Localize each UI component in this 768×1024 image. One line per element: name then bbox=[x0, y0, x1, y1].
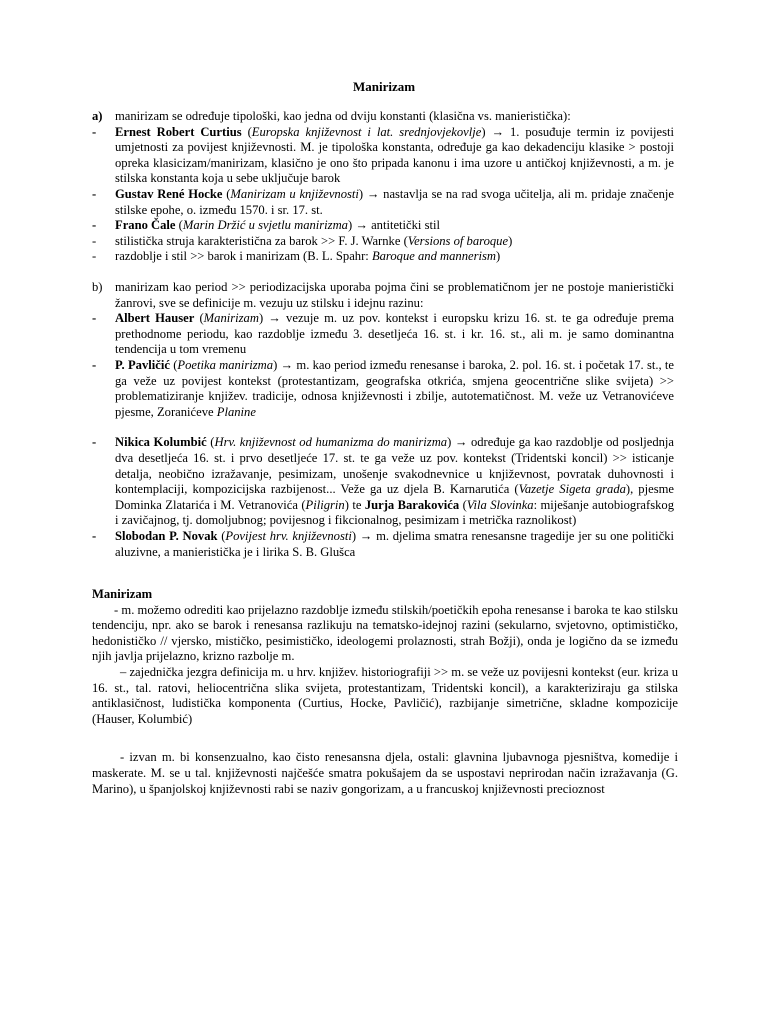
section-b-intro-text: manirizam kao period >> periodizacijska uporaba pojma čini se problematičnom jer ne postoje manieristički žanrovi, sve se definicije m. vezuju uz stilsku i idejnu razinu: bbox=[115, 280, 674, 310]
list-item: - Frano Čale (Marin Držić u svjetlu manirizma) → antitetički stil bbox=[92, 218, 440, 233]
work-title: Versions of baroque bbox=[407, 233, 509, 248]
work-title: Manirizam bbox=[203, 311, 259, 326]
list-item: - Gustav René Hocke (Manirizam u književnosti) → nastavlja se na rad svoga učitelja, ali m. pridaje značenje stilske epohe, o. između 1570. i sr. 17. st. bbox=[92, 186, 675, 217]
list-item: - Ernest Robert Curtius (Europska književnost i lat. srednjovjekovlje) → 1. posuđuje termin iz povijesti umjetnosti za povijest književnosti. M. je tipološka konstanta, određuje ga kao dekadenciju klasike > postoji opreka klasicizam/manirizam, klasično je ono što pripada kanonu i ima uzore u antičkoj književnosti, a m. je stilska konstanta koja u sebe uključuje barok bbox=[92, 124, 675, 186]
section-a bbox=[92, 109, 674, 265]
work-title: Piligrin bbox=[305, 497, 345, 512]
author-name: P. Pavličić bbox=[115, 357, 170, 372]
work-title: Manirizam u književnosti bbox=[230, 186, 359, 201]
section-a-marker: a) bbox=[92, 109, 103, 123]
section-b bbox=[92, 280, 674, 560]
work-title: Marin Držić u svjetlu manirizma bbox=[182, 218, 348, 233]
author-name: Gustav René Hocke bbox=[115, 186, 223, 201]
author-name: Frano Čale bbox=[115, 218, 176, 233]
section-a-intro-text: manirizam se određuje tipološki, kao jedna od dviju konstanti (klasična vs. manieristička): bbox=[115, 109, 571, 123]
work-title: Vazetje Sigeta grada bbox=[518, 482, 626, 497]
list-item: - Slobodan P. Novak (Povijest hrv. književnosti) → m. djelima smatra renesansne tragedije jer su one politički aluzivne, a manieristička je i lirika S. B. Glušca bbox=[92, 528, 674, 559]
work-title: Povijest hrv. književnosti bbox=[225, 528, 352, 543]
section-manirizam bbox=[92, 587, 678, 797]
list-item: - stilistička struja karakteristična za barok >> F. J. Warnke (Versions of baroque) bbox=[92, 233, 513, 248]
document-title: Manirizam bbox=[352, 79, 416, 94]
list-item: - P. Pavličić (Poetika manirizma) → m. kao period između renesanse i baroka, 2. pol. 16. st. i početak 17. st., te ga veže uz povijest kontekst (protestantizam, geografska otkrića, smjena geocentrične slike svijeta) >> problematiziranje književ. tradicije, odnosa književnosti i zbilje, autotematičnost. M. veže uz Vetranovićeve pjesme, Zoranićeve Planine bbox=[92, 357, 675, 419]
author-name: Albert Hauser bbox=[115, 311, 195, 326]
section-b-intro bbox=[92, 280, 674, 311]
work-title: Planine bbox=[216, 404, 256, 419]
list-item: - Nikica Kolumbić (Hrv. književnost od humanizma do manirizma) → određuje ga kao razdoblje od posljednja dva desetljeća 16. st. i prvo desetljeće 17. st. te ga veže uz pov. kontekst (Tridentski koncil) >> isticanje detalja, neobično izražavanje, pesimizam, unošenje svakodnevnice u književnost, povratak duhovnosti i kontemplaciji, kompozicijska razbijenost... Veže ga uz djela B. Karnarutića (Vazetje Sigeta grada), pjesme Dominka Zlatarića i M. Vetranovića (Piligrin) te Jurja Barakovića (Vila Slovinka: miješanje autobiografskog i zavičajnog, tj. domoljubnog; povijesnog i fikcionalnog, pesimizam i metrička raznolikost) bbox=[92, 435, 675, 528]
paragraph: - izvan m. bi konsenzualno, kao čisto renesansna djela, ostali: glavnina ljubavnoga pjesništva, komedije i maskerate. M. se u tal. književnosti najčešće smatra pokušajem da se uspostavi neprirodan način izražavanja (G. Marino), u španjolskoj književnosti rabi se naziv gongorizam, a u francuskoj književnosti precioznost bbox=[92, 750, 678, 796]
author-name: Ernest Robert Curtius bbox=[115, 124, 242, 139]
work-title: Baroque and mannerism bbox=[371, 249, 496, 264]
work-title: Poetika manirizma bbox=[177, 357, 274, 372]
list-item: - Albert Hauser (Manirizam) → vezuje m. uz pov. kontekst i europsku krizu 16. st. te ga određuje prema prethodnome periodu, kao razdoblje između 3. desetljeća 16. st. i kr. 16. st., ali m. je samo dominantna tendencija u tom vremenu bbox=[92, 311, 675, 357]
author-name: Nikica Kolumbić bbox=[115, 435, 207, 450]
work-title: Vila Slovinka bbox=[466, 497, 534, 512]
paragraph: – zajednička jezgra definicija m. u hrv. književ. historiografiji >> m. se veže uz povijesni kontekst (eur. kriza u 16. st., tal. ratovi, heliocentrična slika svijeta, protestantizam, Tridentski koncil), a karakteriziraju ga stilska antiklasičnost, ludistička komponenta (Curtius, Hocke, Pavličić), razbijanje simetrične, skladne kompozicije (Hauser, Kolumbić) bbox=[92, 664, 678, 726]
author-name: Slobodan P. Novak bbox=[115, 528, 218, 543]
author-name: Jurja Barakovića bbox=[364, 497, 460, 512]
list-item: - razdoblje i stil >> barok i manirizam (B. L. Spahr: Baroque and mannerism) bbox=[92, 249, 501, 264]
section-heading: Manirizam bbox=[92, 587, 153, 601]
paragraph: - m. možemo odrediti kao prijelazno razdoblje između stilskih/poetičkih epoha renesanse i baroka te kao stilsku tendenciju, npr. ako se barok i renesansa razlikuju na tematsko-idejnoj razini (sekularno, svjetovno, optimističko, hedonističko // vjersko, mističko, pesimističko, ideologemi prolaznosti, strah Božji), onda je logično da se između njih javlja prijelazno, krizno razbolje m. bbox=[92, 602, 678, 664]
work-title: Hrv. književnost od humanizma do manirizma bbox=[214, 435, 448, 450]
section-b-marker: b) bbox=[92, 280, 103, 294]
work-title: Europska književnost i lat. srednjovjekovlje bbox=[251, 124, 482, 139]
section-a-intro bbox=[92, 109, 674, 125]
